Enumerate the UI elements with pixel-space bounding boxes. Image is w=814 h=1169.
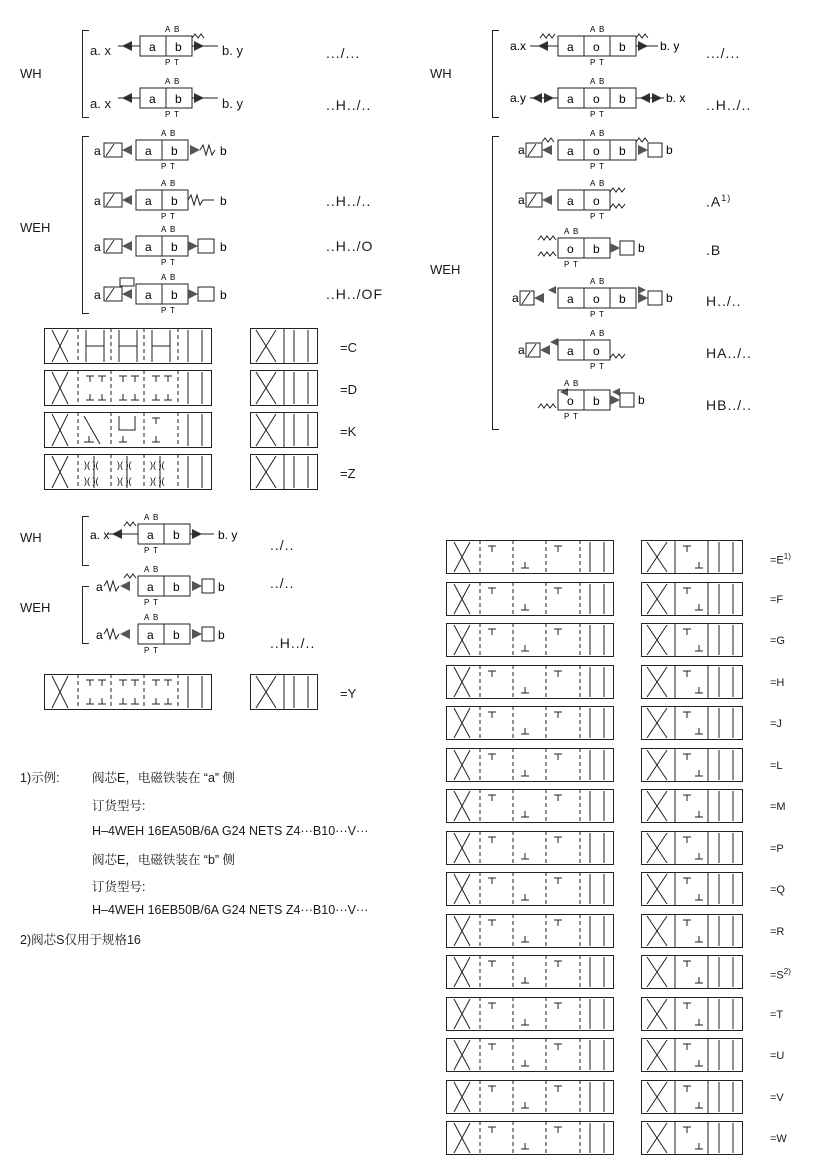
svg-text:)( )(: )( )( (150, 460, 165, 470)
spool-code-text: =L (770, 760, 783, 772)
pilot-label-b: b (638, 393, 645, 407)
spool-symbol-2pos (250, 412, 318, 448)
port-b-label: B (599, 179, 605, 188)
port-a-label: A (564, 379, 570, 388)
position-label: b (171, 194, 178, 208)
spool-code-text: =T (770, 1009, 784, 1021)
pilot-label-a: a (518, 343, 525, 357)
spool-symbol-2pos (641, 706, 743, 740)
port-a-label: A (161, 225, 167, 234)
spool-symbol-3pos (446, 540, 614, 574)
port-t-label: T (153, 646, 158, 655)
pilot-label-a: a (96, 628, 103, 642)
port-a-label: A (564, 227, 570, 236)
position-label: b (173, 580, 180, 594)
note-text: 2)阀芯S仅用于规格16 (20, 933, 141, 947)
group-label-wh: WH (20, 530, 42, 545)
spool-code (770, 552, 791, 567)
spool-code-text: =F (770, 594, 784, 606)
position-label: a (567, 40, 574, 54)
group-label-weh: WEH (20, 220, 51, 235)
spool-symbol-2pos (641, 789, 743, 823)
type-code: ..H../.. (270, 635, 316, 651)
port-p-label: P (590, 362, 596, 371)
pilot-label-b: b (666, 143, 673, 157)
spool-symbol-2pos (641, 955, 743, 989)
spool-code-text: =P (770, 843, 784, 855)
position-label: b (619, 40, 626, 54)
type-code (706, 193, 731, 210)
pilot-label-b: b (666, 291, 673, 305)
port-p-label: P (161, 306, 167, 315)
spool-code-text: =W (770, 1133, 787, 1145)
valve-symbol (92, 224, 242, 266)
pilot-label-a: a (94, 288, 101, 302)
valve-symbol (92, 178, 242, 220)
svg-text:)( )(: )( )( (84, 476, 99, 486)
position-label: a (145, 144, 152, 158)
spool-symbol-2pos (641, 1038, 743, 1072)
spool-symbol-2pos (641, 872, 743, 906)
type-code: ..H../.. (326, 97, 372, 113)
spool-code-text: =J (770, 718, 782, 730)
spool-symbol-2pos (641, 540, 743, 574)
port-p-label: P (590, 162, 596, 171)
spool-code: =D (340, 382, 357, 397)
port-b-label: B (573, 379, 579, 388)
valve-symbol (508, 328, 698, 370)
port-a-label: A (144, 613, 150, 622)
spool-symbol-2pos (641, 914, 743, 948)
note-text: H–4WEH 16EA50B/6A G24 NETS Z4···B10···V··· (92, 824, 369, 838)
pilot-label-a: a. x (90, 43, 111, 58)
spool-code (770, 760, 783, 772)
spool-symbol-3pos (446, 831, 614, 865)
type-code: ../.. (270, 537, 295, 553)
port-t-label: T (170, 258, 175, 267)
spool-code (770, 1050, 784, 1062)
position-label: o (567, 394, 574, 408)
type-code: ../.. (270, 575, 295, 591)
footnote-mark: 1) (721, 193, 732, 203)
pilot-label-b: b. y (222, 96, 243, 111)
port-a-label: A (590, 129, 596, 138)
port-p-label: P (564, 260, 570, 269)
spool-code (770, 967, 791, 982)
spool-code (770, 884, 785, 896)
spool-symbol-2pos (641, 1080, 743, 1114)
group-label-wh: WH (20, 66, 42, 81)
note-text: 阀芯E，电磁铁装在 “b” 侧 (92, 853, 236, 867)
note-text: 订货型号: (92, 880, 146, 894)
type-code: .../... (326, 45, 361, 61)
valve-symbol (92, 272, 242, 314)
port-a-label: A (161, 179, 167, 188)
position-label: o (593, 40, 600, 54)
port-p-label: P (161, 258, 167, 267)
spool-symbol-3pos (44, 370, 212, 406)
spool-symbol-3pos (446, 623, 614, 657)
svg-text:)( )(: )( )( (117, 460, 132, 470)
type-code: ..H../O (326, 238, 374, 254)
port-t-label: T (599, 212, 604, 221)
position-label: o (593, 194, 600, 208)
spool-code (770, 843, 784, 855)
pilot-label-b: b (218, 580, 225, 594)
port-p-label: P (590, 212, 596, 221)
port-b-label: B (599, 329, 605, 338)
pilot-label-b: b. y (660, 39, 680, 53)
port-t-label: T (174, 110, 179, 119)
port-t-label: T (573, 260, 578, 269)
position-label: o (593, 344, 600, 358)
spool-code-text: =U (770, 1050, 785, 1062)
spool-symbol-3pos (44, 674, 212, 710)
spool-symbol-3pos (446, 665, 614, 699)
port-t-label: T (153, 546, 158, 555)
valve-symbol (508, 378, 698, 420)
type-code: HA../.. (706, 345, 752, 361)
spool-code: =Y (340, 686, 357, 701)
position-label: a (147, 628, 154, 642)
port-p-label: P (144, 598, 150, 607)
port-t-label: T (153, 598, 158, 607)
valve-symbol (92, 128, 242, 170)
position-label: a (145, 288, 152, 302)
spool-symbol-2pos (250, 674, 318, 710)
spool-symbol-2pos (250, 454, 318, 490)
position-label: a (147, 580, 154, 594)
port-p-label: P (564, 412, 570, 421)
position-label: o (593, 92, 600, 106)
port-a-label: A (165, 25, 171, 34)
port-t-label: T (174, 58, 179, 67)
footnote-mark: 1) (783, 552, 791, 561)
port-a-label: A (144, 565, 150, 574)
port-t-label: T (599, 58, 604, 67)
port-a-label: A (590, 329, 596, 338)
valve-symbol (508, 128, 698, 170)
spool-code (770, 1009, 783, 1021)
note-text: H–4WEH 16EB50B/6A G24 NETS Z4···B10···V··· (92, 903, 369, 917)
valve-symbol (118, 24, 228, 66)
port-b-label: B (170, 129, 176, 138)
spool-symbol-2pos (641, 582, 743, 616)
port-t-label: T (599, 162, 604, 171)
spool-symbol-3pos (446, 872, 614, 906)
position-label: b (173, 628, 180, 642)
pilot-label-a: a (94, 240, 101, 254)
port-b-label: B (174, 77, 180, 86)
position-label: b (619, 144, 626, 158)
spool-symbol-3pos (446, 748, 614, 782)
spool-code: =Z (340, 466, 356, 481)
spool-symbol-3pos (44, 328, 212, 364)
spool-code-text: =S (770, 969, 784, 982)
pilot-label-b: b (220, 240, 227, 254)
spool-code (770, 801, 786, 813)
svg-text:)( )(: )( )( (117, 476, 132, 486)
bracket (82, 136, 89, 314)
pilot-label-a: a. x (90, 528, 110, 542)
spool-code-text: =V (770, 1092, 784, 1104)
port-p-label: P (590, 110, 596, 119)
note-text: 阀芯E，电磁铁装在 “a” 侧 (92, 771, 236, 785)
port-b-label: B (170, 273, 176, 282)
position-label: a (149, 92, 156, 106)
position-label: b (171, 144, 178, 158)
pilot-label-a: a (94, 144, 101, 158)
port-a-label: A (144, 513, 150, 522)
pilot-label-a: a (96, 580, 103, 594)
spool-code (770, 677, 784, 689)
spool-code-text: =R (770, 926, 785, 938)
pilot-label-b: b (220, 288, 227, 302)
position-label: b (175, 92, 182, 106)
port-b-label: B (153, 513, 159, 522)
valve-symbol (88, 512, 258, 554)
port-t-label: T (170, 306, 175, 315)
position-label: b (619, 92, 626, 106)
port-b-label: B (153, 613, 159, 622)
port-a-label: A (165, 77, 171, 86)
position-label: b (171, 240, 178, 254)
port-p-label: P (590, 58, 596, 67)
position-label: b (619, 292, 626, 306)
spool-symbol-3pos (44, 412, 212, 448)
svg-text:)( )(: )( )( (150, 476, 165, 486)
position-label: a (567, 194, 574, 208)
pilot-label-b: b (220, 144, 227, 158)
note-label: 1)示例: (20, 771, 60, 785)
pilot-label-a: a. x (90, 96, 111, 111)
spool-symbol-3pos (44, 454, 212, 490)
valve-symbol (508, 178, 698, 220)
port-a-label: A (161, 273, 167, 282)
spool-symbol-3pos (446, 1038, 614, 1072)
position-label: b (593, 242, 600, 256)
position-label: b (171, 288, 178, 302)
port-p-label: P (165, 58, 171, 67)
spool-symbol-3pos (446, 955, 614, 989)
spool-symbol-2pos (250, 370, 318, 406)
spool-symbol-2pos (641, 665, 743, 699)
port-a-label: A (161, 129, 167, 138)
pilot-label-a: a (518, 193, 525, 207)
port-t-label: T (599, 310, 604, 319)
spool-symbol-3pos (446, 706, 614, 740)
spool-symbol-2pos (641, 1121, 743, 1155)
spool-symbol-3pos (446, 582, 614, 616)
position-label: a (567, 92, 574, 106)
port-p-label: P (144, 546, 150, 555)
type-code: .B (706, 242, 722, 258)
svg-text:)( )(: )( )( (84, 460, 99, 470)
spool-code: =K (340, 424, 357, 439)
port-b-label: B (599, 25, 605, 34)
spool-code (770, 635, 785, 647)
position-label: a (567, 344, 574, 358)
position-label: o (593, 292, 600, 306)
spool-symbol-2pos (641, 997, 743, 1031)
spool-code-text: =M (770, 801, 786, 813)
position-label: b (593, 394, 600, 408)
port-p-label: P (161, 162, 167, 171)
position-label: a (145, 240, 152, 254)
spool-code (770, 1092, 784, 1104)
position-label: a (147, 528, 154, 542)
spool-code-text: =E (770, 554, 784, 567)
valve-symbol (88, 564, 258, 606)
port-a-label: A (590, 179, 596, 188)
spool-symbol-2pos (641, 831, 743, 865)
port-p-label: P (165, 110, 171, 119)
spool-symbol-3pos (446, 1121, 614, 1155)
type-code: .../... (706, 45, 741, 61)
pilot-label-b: b. x (666, 91, 686, 105)
position-label: a (145, 194, 152, 208)
spool-code (770, 594, 783, 606)
spool-code-text: =Q (770, 884, 785, 896)
spool-symbol-3pos (446, 1080, 614, 1114)
type-code: HB../.. (706, 397, 752, 413)
bracket (492, 30, 499, 118)
port-p-label: P (144, 646, 150, 655)
position-label: b (175, 40, 182, 54)
pilot-label-a: a.x (510, 39, 527, 53)
type-code: ..H../OF (326, 286, 383, 302)
spool-code-text: =H (770, 677, 785, 689)
pilot-label-a: a (94, 194, 101, 208)
spool-symbol-3pos (446, 997, 614, 1031)
port-a-label: A (590, 277, 596, 286)
port-p-label: P (590, 310, 596, 319)
port-t-label: T (170, 212, 175, 221)
pilot-label-b: b (220, 194, 227, 208)
spool-code (770, 926, 784, 938)
group-label-wh: WH (430, 66, 452, 81)
pilot-label-a: a (512, 291, 519, 305)
pilot-label-b: b (638, 241, 645, 255)
type-code: ..H../.. (326, 193, 372, 209)
port-a-label: A (590, 25, 596, 34)
bracket (492, 136, 499, 430)
port-b-label: B (599, 129, 605, 138)
spool-symbol-2pos (641, 623, 743, 657)
port-t-label: T (170, 162, 175, 171)
position-label: b (173, 528, 180, 542)
spool-code: =C (340, 340, 357, 355)
group-label-weh: WEH (430, 262, 461, 277)
valve-symbol (508, 76, 698, 118)
port-a-label: A (590, 77, 596, 86)
pilot-label-a: a (518, 143, 525, 157)
spool-symbol-3pos (446, 789, 614, 823)
valve-symbol (508, 226, 698, 268)
port-b-label: B (170, 179, 176, 188)
valve-symbol (508, 276, 698, 318)
spool-code (770, 718, 782, 730)
position-label: a (149, 40, 156, 54)
footnote-mark: 2) (783, 967, 791, 976)
spool-code-text: =G (770, 635, 785, 647)
pilot-label-b: b. y (218, 528, 238, 542)
port-t-label: T (599, 362, 604, 371)
pilot-label-b: b (218, 628, 225, 642)
spool-symbol-3pos (446, 914, 614, 948)
type-code: H../.. (706, 293, 742, 309)
port-b-label: B (599, 77, 605, 86)
group-label-weh: WEH (20, 600, 51, 615)
note-text: 订货型号: (92, 799, 146, 813)
valve-symbol (88, 612, 258, 654)
position-label: a (567, 292, 574, 306)
spool-symbol-2pos (250, 328, 318, 364)
valve-symbol (508, 24, 698, 66)
port-b-label: B (170, 225, 176, 234)
position-label: o (593, 144, 600, 158)
type-code: ..H../.. (706, 97, 752, 113)
port-p-label: P (161, 212, 167, 221)
port-b-label: B (153, 565, 159, 574)
type-code-text: .A (706, 193, 722, 210)
port-b-label: B (573, 227, 579, 236)
bracket (82, 30, 89, 118)
port-b-label: B (599, 277, 605, 286)
port-t-label: T (599, 110, 604, 119)
pilot-label-b: b. y (222, 43, 243, 58)
port-t-label: T (573, 412, 578, 421)
position-label: o (567, 242, 574, 256)
valve-symbol (118, 76, 228, 118)
port-b-label: B (174, 25, 180, 34)
spool-symbol-2pos (641, 748, 743, 782)
pilot-label-a: a.y (510, 91, 527, 105)
spool-code (770, 1133, 787, 1145)
position-label: a (567, 144, 574, 158)
